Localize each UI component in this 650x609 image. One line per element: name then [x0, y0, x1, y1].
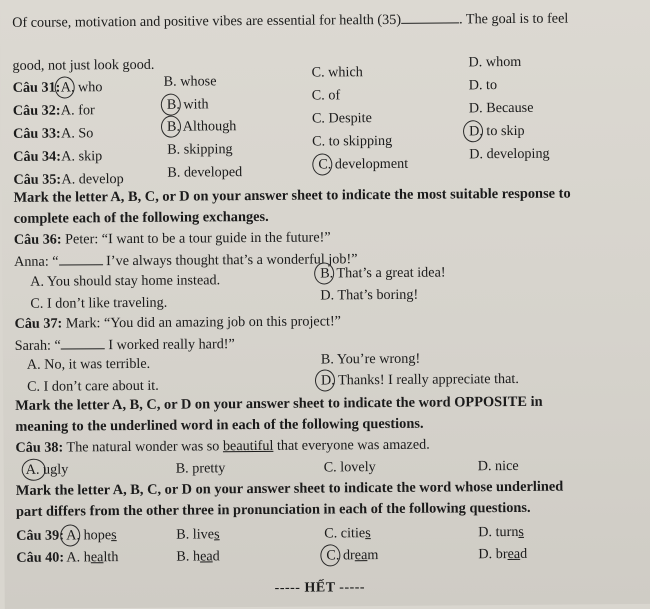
option-d: D. Because: [468, 99, 534, 117]
option-a: A. No, it was terrible.: [26, 355, 151, 373]
section-instruction: meaning to the underlined word in each of the following questions.: [15, 415, 424, 435]
question-37: [14, 313, 341, 333]
option-a: A. develop: [61, 171, 124, 188]
option-c: C. lovely: [323, 459, 376, 476]
reply-speaker: Anna: “: [13, 253, 59, 270]
option-a: A. So: [60, 125, 94, 142]
option-d: D. turns: [478, 523, 524, 541]
section-instruction: Mark the letter A, B, C, or D on your answer sheet to indicate the word OPPOSITE in: [15, 393, 543, 414]
reply-line: [15, 335, 235, 355]
option-d: D. whom: [468, 53, 522, 71]
option-b: B. lives: [176, 526, 220, 543]
question-number: Câu 39:: [16, 527, 64, 544]
option-b: B. pretty: [175, 460, 226, 477]
option-a: A. for: [60, 102, 95, 119]
section-instruction: complete each of the following exchanges.: [13, 208, 269, 227]
option-a: A. health: [66, 549, 119, 566]
option-c: C. to skipping: [312, 132, 393, 150]
underlined-word: beautiful: [222, 437, 274, 455]
option-b: B. Although: [166, 118, 237, 135]
passage-line-1: [12, 10, 568, 32]
section-instruction: Mark the letter A, B, C, or D on your answer sheet to indicate the word whose underlined: [15, 478, 564, 499]
question-38: [15, 437, 429, 457]
option-b: B. skipping: [167, 141, 233, 158]
question-number: Câu 38:: [15, 439, 64, 456]
option-c: C. of: [311, 87, 341, 104]
reply-text: I worked really hard!”: [104, 336, 235, 354]
passage-text-end: . The goal is to feel: [458, 10, 569, 28]
option-c: C. which: [311, 64, 363, 81]
option-a: A. who: [60, 79, 103, 96]
option-d: D. That’s boring!: [320, 286, 419, 304]
question-number: Câu 40:: [16, 549, 65, 566]
reply-text: I’ve always thought that’s a wonderful job!”: [102, 251, 358, 270]
reply-speaker: Sarah: “: [14, 337, 61, 354]
question-stem: The natural wonder was so: [66, 438, 223, 456]
option-a: A. skip: [61, 148, 103, 165]
question-number: Câu 32:: [12, 102, 61, 119]
option-c: C. I don’t care about it.: [26, 377, 159, 395]
question-stem-end: that everyone was amazed.: [273, 436, 430, 454]
option-c: C. Despite: [311, 110, 372, 127]
reply-line: [14, 250, 358, 271]
question-stem: Peter: “I want to be a tour guide in the future!”: [65, 229, 331, 248]
option-c: C. I don’t like traveling.: [30, 294, 168, 312]
option-a: A. You should stay home instead.: [30, 272, 221, 290]
option-b: B. whose: [163, 73, 217, 90]
question-number: Câu 33:: [12, 125, 61, 142]
question-number: Câu 37:: [14, 315, 63, 332]
question-36: [14, 229, 331, 248]
passage-line-2: good, not just look good.: [12, 56, 155, 74]
option-c: C. cities: [324, 525, 371, 542]
option-b: B. with: [166, 96, 209, 113]
option-d: D. to: [468, 77, 498, 94]
option-d: D. nice: [477, 457, 519, 475]
option-d: D. to skip: [468, 122, 525, 140]
end-marker: ----- HẾT -----: [274, 580, 366, 596]
section-instruction: Mark the letter A, B, C, or D on your answer sheet to indicate the most suitable response to: [13, 185, 571, 206]
option-d: D. developing: [469, 145, 550, 163]
option-c: C. dream: [326, 547, 379, 564]
section-instruction: part differs from the other three in pronunciation in each of the following questions.: [15, 499, 531, 520]
passage-text: Of course, motivation and positive vibes are essential for health (35): [12, 11, 402, 31]
option-c: C. development: [318, 155, 409, 173]
option-b: B. That’s a great idea!: [320, 264, 446, 282]
question-stem: Mark: “You did an amazing job on this project!”: [65, 313, 342, 332]
question-number: Câu 31:: [12, 79, 61, 96]
blank: [61, 336, 105, 349]
option-b: B. head: [176, 548, 220, 565]
option-d: D. Thanks! I really appreciate that.: [320, 370, 519, 389]
option-a: A. hopes: [66, 527, 117, 544]
question-number: Câu 36:: [13, 231, 62, 248]
option-b: B. You’re wrong!: [320, 350, 421, 368]
option-d: D. bread: [478, 545, 528, 563]
question-number: Câu 34:: [13, 148, 61, 165]
blank: [59, 252, 103, 265]
blank-35: [401, 10, 459, 23]
question-number: Câu 35:: [13, 171, 62, 188]
option-a: A. ugly: [25, 461, 69, 478]
option-b: B. developed: [167, 164, 243, 181]
